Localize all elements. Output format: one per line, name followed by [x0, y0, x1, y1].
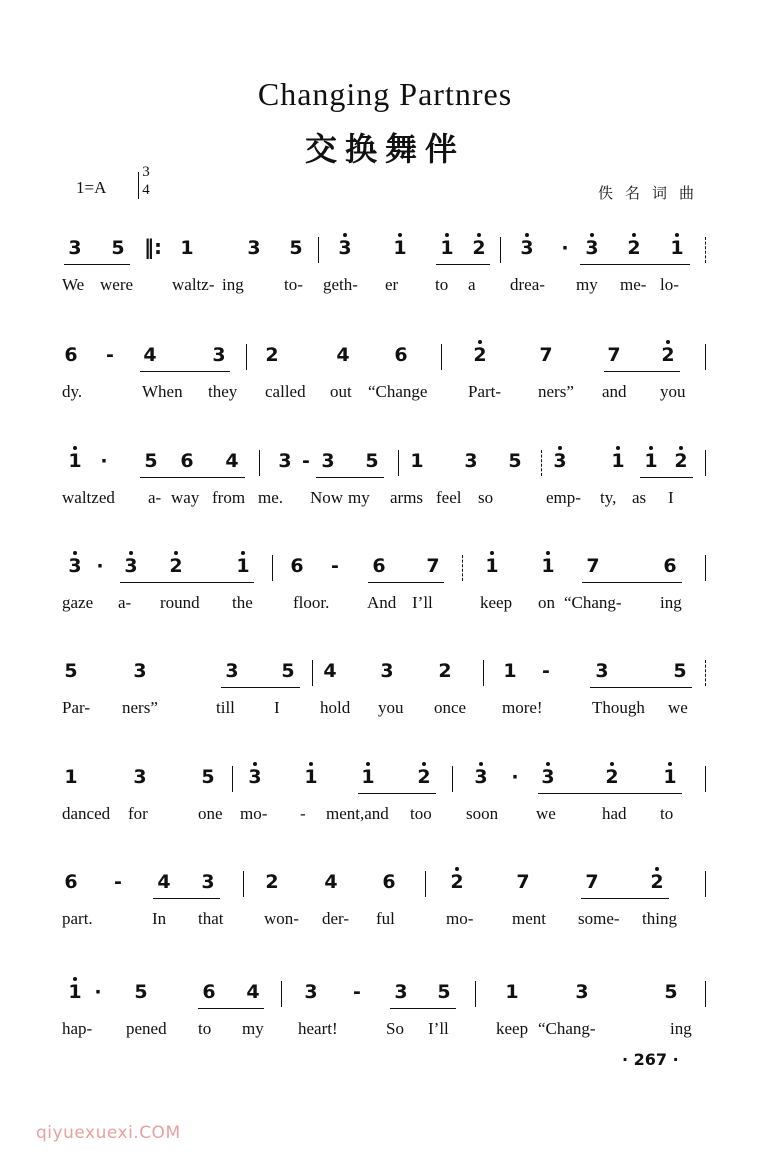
lyric-syllable: heart!: [298, 1019, 338, 1038]
lyric-syllable: Now: [310, 488, 344, 507]
note: 5: [134, 981, 148, 1003]
note: 3: [516, 237, 538, 259]
lyric-syllable: waltzed: [62, 488, 115, 507]
lyric-syllable: mo-: [446, 909, 474, 928]
lyric-syllable: my: [576, 275, 598, 294]
lyric-syllable: we: [536, 804, 556, 823]
note: 3: [549, 450, 571, 472]
bar-line: [705, 766, 706, 792]
octave-dot: [455, 867, 459, 871]
notation-line: [0, 973, 770, 1009]
octave-dot: [366, 762, 370, 766]
octave-dot: [668, 762, 672, 766]
beam-underline: [538, 793, 682, 794]
note: 1: [64, 450, 86, 472]
octave-dot: [666, 340, 670, 344]
note: 1: [640, 450, 662, 472]
bar-line: [259, 450, 260, 476]
note: 2: [468, 237, 490, 259]
octave-dot: [73, 446, 77, 450]
bar-line: [398, 450, 399, 476]
lyric-syllable: And: [367, 593, 397, 612]
lyric-syllable: ful: [376, 909, 395, 928]
note: 6: [64, 871, 78, 893]
lyric-syllable: “Chang-: [564, 593, 622, 612]
score-system: [0, 652, 770, 724]
note: ·: [561, 237, 569, 259]
lyric-syllable: ing: [222, 275, 244, 294]
note: 3: [380, 660, 394, 682]
note: ·: [96, 555, 104, 577]
lyric-syllable: er: [385, 275, 399, 294]
note: 3: [247, 237, 261, 259]
note: 3: [64, 555, 86, 577]
lyric-syllable: thing: [642, 909, 677, 928]
beam-underline: [140, 371, 230, 372]
lyric-syllable: on: [538, 593, 555, 612]
note: ·: [94, 981, 102, 1003]
note: 5: [289, 237, 303, 259]
lyric-syllable: some-: [578, 909, 620, 928]
bar-line: [705, 555, 706, 581]
bar-line: [705, 871, 706, 897]
note: -: [106, 344, 114, 366]
note: 1: [300, 766, 322, 788]
bar-line: [705, 237, 706, 263]
watermark: qiyuexuexi.COM: [36, 1123, 181, 1143]
lyric-syllable: danced: [62, 804, 111, 823]
lyric-syllable: me-: [620, 275, 647, 294]
lyric-syllable: pened: [126, 1019, 167, 1038]
octave-dot: [632, 233, 636, 237]
lyric-syllable: that: [198, 909, 224, 928]
note: 5: [64, 660, 78, 682]
note: 3: [68, 237, 82, 259]
lyric-syllable: keep: [496, 1019, 529, 1038]
beam-underline: [140, 477, 245, 478]
note: 5: [365, 450, 379, 472]
lyric-syllable: for: [128, 804, 148, 823]
bar-line: [243, 871, 244, 897]
octave-dot: [478, 340, 482, 344]
time-signature-bottom: 4: [142, 182, 150, 198]
beam-underline: [604, 371, 680, 372]
note: -: [302, 450, 310, 472]
lyric-syllable: floor.: [293, 593, 330, 612]
note: 1: [607, 450, 629, 472]
beam-underline: [316, 477, 384, 478]
lyric-syllable: dy.: [62, 382, 83, 401]
octave-dot: [73, 551, 77, 555]
octave-dot: [479, 762, 483, 766]
note: 1: [436, 237, 458, 259]
lyric-syllable: you: [660, 382, 686, 401]
lyric-syllable: Par-: [62, 698, 90, 717]
beam-underline: [64, 264, 130, 265]
note: -: [114, 871, 122, 893]
note: 3: [278, 450, 292, 472]
notation-line: [0, 547, 770, 583]
lyric-syllable: we: [668, 698, 688, 717]
note: 3: [334, 237, 356, 259]
octave-dot: [590, 233, 594, 237]
lyric-syllable: from: [212, 488, 246, 507]
note: 2: [601, 766, 623, 788]
note: 7: [426, 555, 440, 577]
bar-line: [441, 344, 442, 370]
note: 1: [537, 555, 559, 577]
lyric-syllable: keep: [480, 593, 513, 612]
lyric-syllable: der-: [322, 909, 350, 928]
octave-dot: [129, 551, 133, 555]
octave-dot: [655, 867, 659, 871]
lyric-syllable: Part-: [468, 382, 502, 401]
lyric-syllable: In: [152, 909, 167, 928]
lyric-syllable: my: [242, 1019, 264, 1038]
note: 7: [585, 871, 599, 893]
beam-underline: [640, 477, 693, 478]
octave-dot: [241, 551, 245, 555]
lyric-syllable: too: [410, 804, 432, 823]
octave-dot: [610, 762, 614, 766]
note: 3: [244, 766, 266, 788]
song-title-chinese: 交换舞伴: [304, 130, 465, 168]
octave-dot: [546, 551, 550, 555]
note: 5: [673, 660, 687, 682]
note: 1: [389, 237, 411, 259]
lyric-syllable: way: [171, 488, 200, 507]
note: 6: [394, 344, 408, 366]
note: 6: [180, 450, 194, 472]
lyric-syllable: hold: [320, 698, 351, 717]
note: ·: [511, 766, 519, 788]
note: 5: [144, 450, 158, 472]
lyric-syllable: “Change: [368, 382, 428, 401]
lyric-syllable: so: [478, 488, 494, 507]
note: 3: [537, 766, 559, 788]
lyric-syllable: So: [386, 1019, 404, 1038]
lyric-syllable: were: [100, 275, 134, 294]
score-system: [0, 336, 770, 408]
lyric-syllable: called: [265, 382, 306, 401]
beam-underline: [198, 1008, 264, 1009]
beam-underline: [582, 582, 682, 583]
note: 6: [202, 981, 216, 1003]
note: ·: [100, 450, 108, 472]
beam-underline: [221, 687, 300, 688]
lyric-syllable: waltz-: [172, 275, 215, 294]
beam-underline: [590, 687, 692, 688]
note: 3: [133, 660, 147, 682]
note: 4: [324, 871, 338, 893]
notation-line: [0, 758, 770, 794]
lyric-syllable: to: [435, 275, 449, 294]
lyric-syllable: feel: [436, 488, 462, 507]
octave-dot: [253, 762, 257, 766]
note: 1: [505, 981, 519, 1003]
repeat-sign: ‖:: [144, 235, 162, 259]
bar-line: [462, 555, 463, 581]
lyric-syllable: a-: [118, 593, 132, 612]
note: 3: [304, 981, 318, 1003]
bar-line: [541, 450, 542, 476]
octave-dot: [490, 551, 494, 555]
lyric-syllable: gaze: [62, 593, 94, 612]
beam-underline: [153, 898, 220, 899]
beam-underline: [358, 793, 436, 794]
octave-dot: [445, 233, 449, 237]
lyric-syllable: drea-: [510, 275, 545, 294]
note: 3: [581, 237, 603, 259]
lyric-syllable: till: [216, 698, 235, 717]
note: 3: [321, 450, 335, 472]
lyric-syllable: arms: [390, 488, 424, 507]
note: 1: [64, 766, 78, 788]
lyric-syllable: Though: [592, 698, 645, 717]
lyric-syllable: had: [602, 804, 627, 823]
octave-dot: [546, 762, 550, 766]
octave-dot: [309, 762, 313, 766]
note: 4: [225, 450, 239, 472]
note: 7: [539, 344, 553, 366]
note: 2: [670, 450, 692, 472]
note: 6: [290, 555, 304, 577]
octave-dot: [616, 446, 620, 450]
note: 7: [607, 344, 621, 366]
lyric-syllable: out: [330, 382, 352, 401]
notation-line: [0, 652, 770, 688]
lyric-syllable: my: [348, 488, 370, 507]
note: 3: [120, 555, 142, 577]
note: 1: [410, 450, 424, 472]
notation-line: [0, 442, 770, 478]
note: 2: [623, 237, 645, 259]
note: 5: [281, 660, 295, 682]
note: 4: [323, 660, 337, 682]
note: 1: [232, 555, 254, 577]
lyric-syllable: emp-: [546, 488, 581, 507]
lyric-syllable: round: [160, 593, 200, 612]
beam-underline: [390, 1008, 456, 1009]
note: 2: [446, 871, 468, 893]
lyric-syllable: more!: [502, 698, 543, 717]
octave-dot: [558, 446, 562, 450]
beam-underline: [436, 264, 490, 265]
score-system: [0, 758, 770, 830]
note: 6: [372, 555, 386, 577]
lyric-syllable: I’ll: [428, 1019, 449, 1038]
note: 4: [157, 871, 171, 893]
bar-line: [246, 344, 247, 370]
octave-dot: [422, 762, 426, 766]
note: 4: [336, 344, 350, 366]
note: 1: [481, 555, 503, 577]
note: 1: [659, 766, 681, 788]
octave-dot: [525, 233, 529, 237]
bar-line: [483, 660, 484, 686]
bar-line: [500, 237, 501, 263]
note: 3: [394, 981, 408, 1003]
lyric-syllable: ing: [660, 593, 682, 612]
note: 5: [201, 766, 215, 788]
note: 4: [246, 981, 260, 1003]
lyric-syllable: part.: [62, 909, 93, 928]
note: 5: [508, 450, 522, 472]
time-signature-top: 3: [142, 164, 150, 180]
note: 3: [201, 871, 215, 893]
lyric-syllable: to: [660, 804, 674, 823]
note: 2: [413, 766, 435, 788]
octave-dot: [343, 233, 347, 237]
note: 2: [165, 555, 187, 577]
page-number: · 267 ·: [622, 1050, 679, 1069]
score-system: [0, 863, 770, 935]
note: 2: [646, 871, 668, 893]
lyric-syllable: and: [602, 382, 627, 401]
note: 2: [265, 344, 279, 366]
note: 7: [586, 555, 600, 577]
notation-line: [0, 336, 770, 372]
octave-dot: [398, 233, 402, 237]
note: 3: [464, 450, 478, 472]
bar-line: [452, 766, 453, 792]
octave-dot: [675, 233, 679, 237]
author-credit: 佚名词曲: [597, 184, 706, 202]
lyric-syllable: hap-: [62, 1019, 93, 1038]
lyric-syllable: I: [668, 488, 674, 507]
lyric-syllable: to: [198, 1019, 212, 1038]
bar-line: [705, 981, 706, 1007]
lyric-syllable: once: [434, 698, 467, 717]
score-system: [0, 973, 770, 1045]
note: 5: [111, 237, 125, 259]
lyric-syllable: to-: [284, 275, 303, 294]
bar-line: [705, 450, 706, 476]
score-system: [0, 442, 770, 514]
bar-line: [705, 344, 706, 370]
note: 1: [357, 766, 379, 788]
lyric-syllable: a-: [148, 488, 162, 507]
lyric-syllable: ment,and: [326, 804, 389, 823]
note: 3: [470, 766, 492, 788]
bar-line: [475, 981, 476, 1007]
lyric-syllable: ing: [670, 1019, 692, 1038]
lyric-syllable: “Chang-: [538, 1019, 596, 1038]
lyric-syllable: mo-: [240, 804, 268, 823]
note: 3: [212, 344, 226, 366]
note: -: [331, 555, 339, 577]
key-signature: 1=A: [76, 178, 107, 197]
note: 2: [265, 871, 279, 893]
lyric-syllable: I: [274, 698, 280, 717]
note: 1: [666, 237, 688, 259]
note: 3: [575, 981, 589, 1003]
note: 5: [664, 981, 678, 1003]
note: 6: [663, 555, 677, 577]
song-title-english: Changing Partnres: [257, 76, 513, 112]
bar-line: [272, 555, 273, 581]
bar-line: [232, 766, 233, 792]
lyric-syllable: geth-: [323, 275, 358, 294]
octave-dot: [477, 233, 481, 237]
note: 2: [469, 344, 491, 366]
bar-line: [318, 237, 319, 263]
note: 6: [382, 871, 396, 893]
bar-line: [425, 871, 426, 897]
octave-dot: [174, 551, 178, 555]
score-system: [0, 229, 770, 301]
note: 2: [438, 660, 452, 682]
lyric-syllable: We: [62, 275, 85, 294]
note: 5: [437, 981, 451, 1003]
lyric-syllable: -: [300, 804, 306, 823]
note: -: [353, 981, 361, 1003]
note: 3: [133, 766, 147, 788]
lyric-syllable: won-: [264, 909, 299, 928]
score-system: [0, 547, 770, 619]
lyric-syllable: I’ll: [412, 593, 433, 612]
note: 1: [503, 660, 517, 682]
notation-line: [0, 863, 770, 899]
lyric-syllable: me.: [258, 488, 284, 507]
note: 2: [657, 344, 679, 366]
note: -: [542, 660, 550, 682]
note: 1: [64, 981, 86, 1003]
time-signature: [138, 163, 154, 199]
bar-line: [281, 981, 282, 1007]
octave-dot: [679, 446, 683, 450]
note: 7: [516, 871, 530, 893]
bar-line: [312, 660, 313, 686]
beam-underline: [581, 898, 669, 899]
octave-dot: [73, 977, 77, 981]
bar-line: [705, 660, 706, 686]
note: 6: [64, 344, 78, 366]
time-signature-line: [138, 172, 139, 199]
lyric-syllable: one: [198, 804, 223, 823]
lyric-syllable: ners”: [122, 698, 158, 717]
lyric-syllable: When: [142, 382, 183, 401]
lyric-syllable: ment: [512, 909, 546, 928]
beam-underline: [368, 582, 444, 583]
lyric-syllable: lo-: [660, 275, 679, 294]
beam-underline: [580, 264, 690, 265]
lyric-syllable: ners”: [538, 382, 574, 401]
lyric-syllable: ty,: [600, 488, 617, 507]
lyric-syllable: a: [468, 275, 476, 294]
lyric-syllable: they: [208, 382, 238, 401]
note: 1: [180, 237, 194, 259]
note: 4: [143, 344, 157, 366]
beam-underline: [120, 582, 254, 583]
notation-line: [0, 229, 770, 265]
lyric-syllable: the: [232, 593, 253, 612]
note: 3: [225, 660, 239, 682]
lyric-syllable: as: [632, 488, 647, 507]
lyric-syllable: soon: [466, 804, 499, 823]
note: 3: [595, 660, 609, 682]
octave-dot: [649, 446, 653, 450]
lyric-syllable: you: [378, 698, 404, 717]
